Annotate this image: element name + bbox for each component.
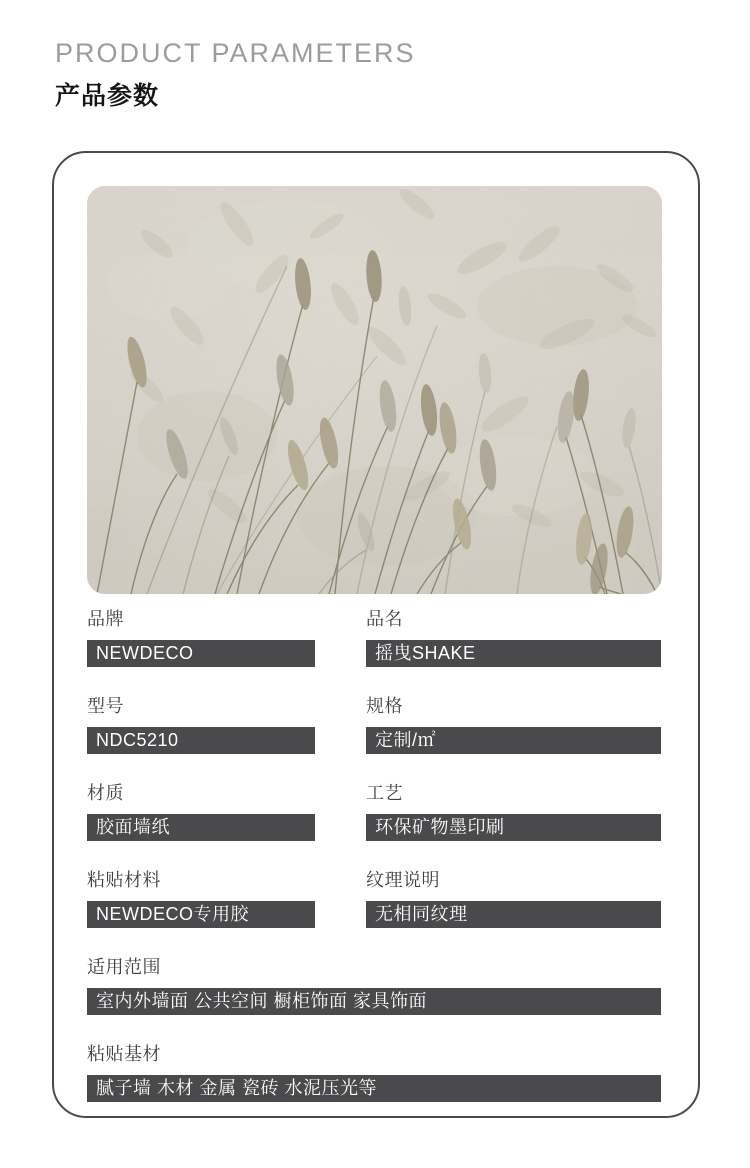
field-model xyxy=(87,697,315,754)
field-craft xyxy=(366,784,661,841)
field-label: 规格 xyxy=(366,696,403,717)
field-application-scope xyxy=(87,958,661,1015)
field-spec xyxy=(366,697,661,754)
page-title-en: PRODUCT PARAMETERS xyxy=(55,38,416,68)
field-value-bar: 室内外墙面 公共空间 橱柜饰面 家具饰面 xyxy=(87,988,661,1015)
field-label: 粘贴基材 xyxy=(87,1044,161,1065)
field-value-bar: NDC5210 xyxy=(87,727,315,754)
field-label: 型号 xyxy=(87,696,124,717)
field-value-bar: 环保矿物墨印刷 xyxy=(366,814,661,841)
field-value-bar: 腻子墙 木材 金属 瓷砖 水泥压光等 xyxy=(87,1075,661,1102)
field-value-bar: 摇曳SHAKE xyxy=(366,640,661,667)
field-label: 材质 xyxy=(87,783,124,804)
parameters-card xyxy=(52,151,700,1118)
page-title-zh: 产品参数 xyxy=(55,82,160,111)
field-substrate xyxy=(87,1045,661,1102)
field-value-bar: 无相同纹理 xyxy=(366,901,661,928)
field-label: 适用范围 xyxy=(87,957,161,978)
product-image xyxy=(87,186,662,594)
wallpaper-artwork xyxy=(87,186,662,594)
field-brand xyxy=(87,610,315,667)
page-header xyxy=(0,0,750,112)
field-value-bar: NEWDECO专用胶 xyxy=(87,901,315,928)
field-adhesive xyxy=(87,871,315,928)
field-label: 纹理说明 xyxy=(366,870,440,891)
field-material xyxy=(87,784,315,841)
field-label: 工艺 xyxy=(366,783,403,804)
field-label: 品名 xyxy=(366,609,403,630)
parameter-fields xyxy=(87,610,662,1102)
field-product-name xyxy=(366,610,661,667)
grain-texture xyxy=(87,186,662,594)
field-label: 粘贴材料 xyxy=(87,870,161,891)
field-label: 品牌 xyxy=(87,609,124,630)
field-value-bar: 胶面墙纸 xyxy=(87,814,315,841)
field-texture-note xyxy=(366,871,661,928)
field-value-bar: 定制/㎡ xyxy=(366,727,661,754)
field-value-bar: NEWDECO xyxy=(87,640,315,667)
